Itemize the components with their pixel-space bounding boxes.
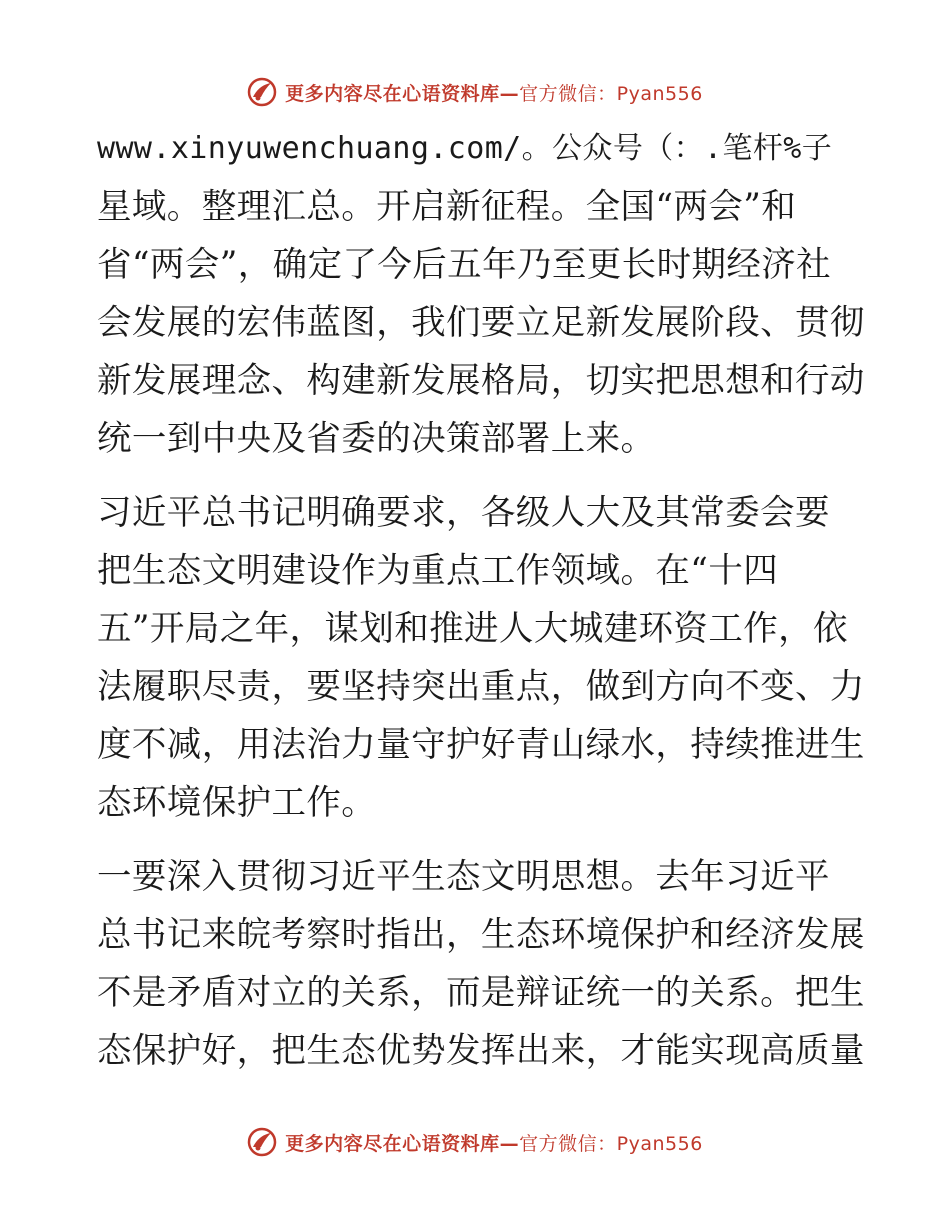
paragraph-3 — [97, 852, 865, 1084]
quill-logo-icon — [247, 77, 277, 107]
text-line: www.xinyuwenchuang.com/。公众号（：.笔杆%子 — [97, 131, 833, 166]
text-line: 度不减，用法治力量守护好青山绿水，持续推进生 — [97, 725, 865, 765]
text-line: 把生态文明建设作为重点工作领域。在“十四 — [97, 551, 779, 591]
quill-logo-icon — [247, 1127, 277, 1157]
text-line: 态环境保护工作。 — [97, 783, 377, 823]
text-line: 星域。整理汇总。开启新征程。全国“两会”和 — [97, 187, 797, 227]
text-line: 态保护好，把生态优势发挥出来，才能实现高质量 — [97, 1031, 865, 1071]
text-line: 不是矛盾对立的关系，而是辩证统一的关系。把生 — [97, 973, 865, 1013]
text-line: 习近平总书记明确要求，各级人大及其常委会要 — [97, 493, 830, 533]
footer-watermark — [0, 1122, 950, 1162]
document-body — [97, 124, 865, 1084]
watermark-text: 更多内容尽在心语资料库—官方微信：Pyan556 — [285, 82, 703, 105]
text-line: 新发展理念、构建新发展格局，切实把思想和行动 — [97, 361, 865, 401]
text-line: 一要深入贯彻习近平生态文明思想。去年习近平 — [97, 857, 830, 897]
watermark-text: 更多内容尽在心语资料库—官方微信：Pyan556 — [285, 1132, 703, 1155]
text-line: 统一到中央及省委的决策部署上来。 — [97, 419, 656, 459]
text-line: 总书记来皖考察时指出，生态环境保护和经济发展 — [97, 915, 865, 955]
header-watermark — [0, 72, 950, 112]
text-line: 法履职尽责，要坚持突出重点，做到方向不变、力 — [97, 667, 865, 707]
text-line: 五”开局之年，谋划和推进人大城建环资工作，依 — [97, 609, 848, 649]
text-line: 省“两会”，确定了今后五年乃至更长时期经济社 — [97, 245, 832, 285]
paragraph-1 — [97, 124, 865, 472]
text-line: 会发展的宏伟蓝图，我们要立足新发展阶段、贯彻 — [97, 303, 865, 343]
paragraph-2 — [97, 488, 865, 836]
